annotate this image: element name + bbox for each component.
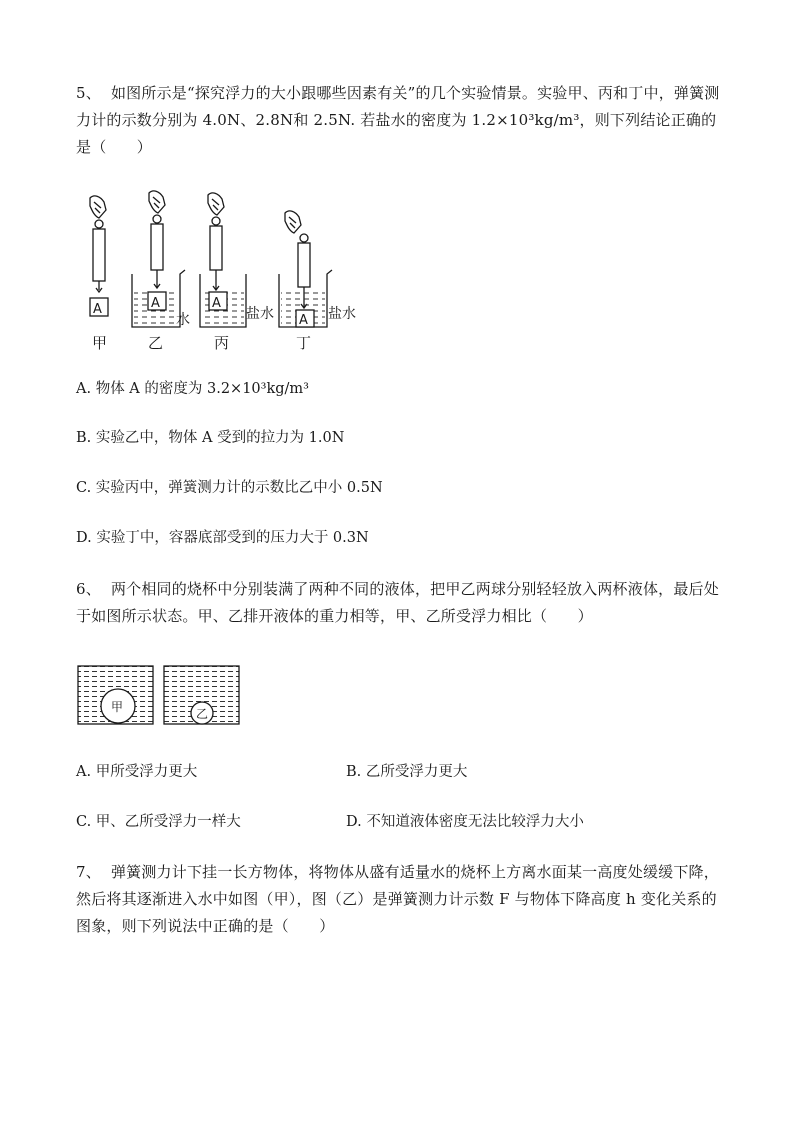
caption-ding: 丁 <box>296 334 312 352</box>
question-number: 5、 <box>76 84 101 102</box>
liquid-label-saltwater: 盐水 <box>246 306 274 322</box>
question-number: 7、 <box>76 863 101 881</box>
question-number: 6、 <box>76 580 101 598</box>
block-label: A <box>212 296 221 311</box>
ball-label-yi: 乙 <box>196 707 209 721</box>
q5-option-a[interactable]: A. 物体 A 的密度为 3.2×10³kg/m³ <box>76 381 309 397</box>
q6-option-a[interactable]: A. 甲所受浮力更大 <box>76 764 198 780</box>
question-6 <box>76 576 726 630</box>
caption-jia: 甲 <box>92 334 108 352</box>
spring-scale-figure <box>70 188 370 358</box>
q5-option-d[interactable]: D. 实验丁中，容器底部受到的压力大于 0.3N <box>76 530 369 546</box>
q6-option-d[interactable]: D. 不知道液体密度无法比较浮力大小 <box>346 814 584 830</box>
liquid-label-saltwater: 盐水 <box>328 306 356 322</box>
q6-option-b[interactable]: B. 乙所受浮力更大 <box>346 764 468 780</box>
block-label: A <box>299 313 308 328</box>
block-label: A <box>93 302 102 317</box>
block-label: A <box>151 296 160 311</box>
ball-label-jia: 甲 <box>111 700 124 714</box>
question-stem: 弹簧测力计下挂一长方物体，将物体从盛有适量水的烧杯上方离水面某一高度处缓缓下降，然后将其逐渐进入水中如图（甲），图（乙）是弹簧测力计示数 F 与物体下降高度 h 变化关系的图象，则下列说法中正确的是（ ） <box>76 863 719 935</box>
question-stem: 如图所示是“探究浮力的大小跟哪些因素有关”的几个实验情景。实验甲、丙和丁中，弹簧测力计的示数分别为 4.0N、2.8N和 2.5N. 若盐水的密度为 1.2×10³kg/m³，则下列结论正确的是（ ） <box>76 84 720 156</box>
question-5 <box>76 80 726 161</box>
beaker-balls-figure <box>76 664 242 728</box>
q5-option-c[interactable]: C. 实验丙中，弹簧测力计的示数比乙中小 0.5N <box>76 480 383 496</box>
q5-option-b[interactable]: B. 实验乙中，物体 A 受到的拉力为 1.0N <box>76 430 345 446</box>
q6-option-c[interactable]: C. 甲、乙所受浮力一样大 <box>76 814 241 830</box>
question-stem: 两个相同的烧杯中分别装满了两种不同的液体，把甲乙两球分别轻轻放入两杯液体，最后处于如图所示状态。甲、乙排开液体的重力相等，甲、乙所受浮力相比（ ） <box>76 580 719 625</box>
liquid-label-water: 水 <box>176 312 190 328</box>
caption-bing: 丙 <box>214 334 230 352</box>
caption-yi: 乙 <box>148 334 164 352</box>
question-7 <box>76 859 726 940</box>
